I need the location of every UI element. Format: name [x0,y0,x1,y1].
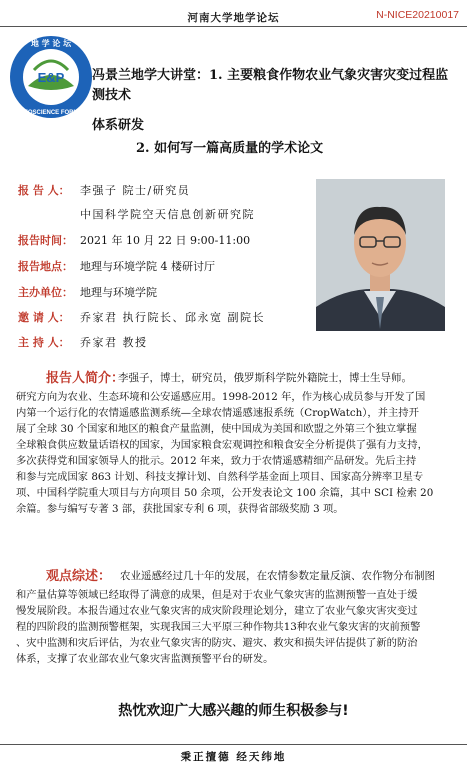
bio-line: 余篇。参与编写专著 3 部，获批国家专利 6 项，获得省部级奖励 3 项。 [16,503,344,515]
summary-line: 程的四阶段的监测预警框架，实现我国三大平原三种作物共13种农业气象灾害的灾前预警 [16,621,421,633]
location-label: 报告地点： [18,260,73,273]
summary-heading: 观点综述： [46,569,112,584]
logo-center-text: E&P [37,70,65,85]
speaker-org: 中国科学院空天信息创新研究院 [80,208,255,221]
bio-first-line: 李强子，博士，研究员，俄罗斯科学院外籍院士，博士生导师。 [118,372,412,384]
logo-ring-top-text: 地 学 论 坛 [30,39,72,48]
lecture-title-line1: 冯景兰地学大讲堂：1. 主要粮食作物农业气象灾害灾变过程监测技术 [92,68,449,103]
bio-line: 展了全球 30 个国家和地区的粮食产量监测，使中国成为美国和欧盟之外第三个独立掌握 [16,423,417,435]
bio-line: 和参与完成国家 863 计划、科技支撑计划、自然科学基金面上项目、国家高分辨率卫星专 [16,471,424,483]
lecture-subtitle: 2. 如何写一篇高质量的学术论文 [136,141,324,156]
page-header [0,8,467,26]
welcome-message: 热忱欢迎广大感兴趣的师生积极参与! [118,703,349,719]
speaker-photo [316,179,445,331]
host-unit-value: 地理与环境学院 [80,286,157,299]
summary-line: 和产量估算等领域已经取得了满意的成果，但是对于农业气象灾害的监测预警一直处于缓 [16,589,418,601]
host-unit-label: 主办单位： [18,286,73,299]
lecture-title-line2: 体系研发 [92,118,145,133]
chair-value: 乔家君 教授 [80,336,148,349]
university-motto: 秉正擅德 经天纬地 [180,751,287,763]
summary-line: 慢发展阶段。本报告通过农业气象灾害的成灾阶段理论划分，建立了农业气象灾害灾变过 [16,605,418,617]
lecture-title [92,66,454,136]
document-id: N-NICE20210017 [376,9,459,21]
bio-line: 研究方向为农业、生态环境和公安遥感应用。1998-2012 年，作为核心成员参与开发了国 [16,391,426,403]
summary-first-line: 农业遥感经过几十年的发展，在农情参数定量反演、农作物分布制图 [120,570,435,582]
logo-ring-bottom-text: GEOSCIENCE FORUM [19,110,83,116]
inviter-label: 邀 请 人： [18,311,70,324]
bio-line: 内第一个运行化的农情遥感监测系统—全球农情遥感速报系统（CropWatch），并主持开 [16,407,419,419]
speaker-label: 报 告 人： [18,184,70,197]
summary-line: 体系，支撑了农业部农业气象灾害监测预警平台的研发。 [16,653,274,665]
bio-heading: 报告人简介： [46,371,125,386]
speaker-name: 李强子 院士/研究员 [80,184,191,197]
bio-paragraph [16,389,450,517]
chair-label: 主 持 人： [18,336,70,349]
bio-line: 项、中国科学院重大项目与方向项目 50 余项，公开发表论文 100 余篇，其中 SCI 检索 20 [16,487,434,499]
time-value: 2021 年 10 月 22 日 9:00-11:00 [80,234,251,247]
time-label: 报告时间： [18,234,73,247]
forum-name: 河南大学地学论坛 [187,12,280,24]
header-rule [0,26,467,27]
inviter-value: 乔家君 执行院长、邱永宽 副院长 [80,311,265,324]
bio-line: 多次获得党和国家领导人的批示。2012 年来，致力于农情遥感精细产品研发。先后主持 [16,455,417,467]
location-value: 地理与环境学院 4 楼研讨厅 [80,260,215,273]
footer-rule [0,744,467,745]
summary-paragraph [16,587,450,667]
summary-line: 、灾中监测和灾后评估，为农业气象灾害的防灾、避灾、救灾和损失评估提供了新的防治 [16,637,418,649]
bio-line: 全球粮食供应数量话语权的国家，为国家粮食宏观调控和粮食安全分析提供了强有力支持， [16,439,428,451]
forum-logo-icon [8,34,94,120]
